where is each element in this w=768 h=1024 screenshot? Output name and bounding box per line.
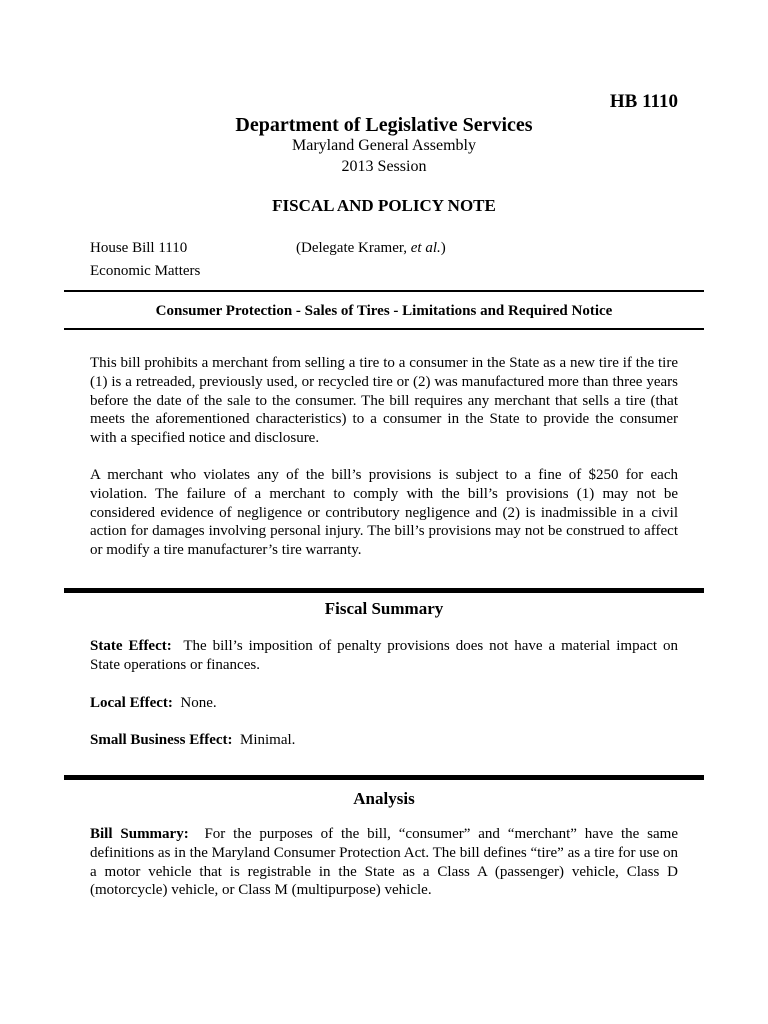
- bill-summary-label: Bill Summary:: [90, 826, 189, 842]
- note-type-heading: FISCAL AND POLICY NOTE: [272, 196, 496, 215]
- bill-title: Consumer Protection - Sales of Tires - Limitations and Required Notice: [155, 303, 613, 319]
- state-effect-label: State Effect:: [90, 638, 172, 654]
- fiscal-summary-heading: Fiscal Summary: [324, 599, 444, 618]
- section-rule-fiscal: [64, 588, 704, 593]
- assembly-name: Maryland General Assembly: [292, 137, 476, 154]
- intro-paragraph-2: A merchant who violates any of the bill’s provisions is subject to a fine of $250 for each violation. The failure of a merchant to comply with the bill’s provisions (1) may not be considered evidence of negligence or contributory negligence and (2) is inadmissible in a civil action for damages involving personal injury. The bill’s provisions may not be construed to affect or modify a tire manufacturer’s tire warranty.: [90, 467, 678, 559]
- intro-paragraph-1: This bill prohibits a merchant from selling a tire to a consumer in the State as a new tire if the tire (1) is a retreaded, previously used, or recycled tire or (2) was manufactured more than three years before the date of the sale to the consumer. The bill requires any merchant that sells a tire (that meets the aforementioned characteristics) to a consumer in the State to provide the consumer with a specified notice and disclosure.: [90, 355, 678, 447]
- state-effect-text: The bill’s imposition of penalty provisions does not have a material impact on State operations or finances.: [90, 638, 678, 673]
- sponsor-prefix: (Delegate Kramer,: [296, 240, 411, 256]
- session-name: 2013 Session: [341, 158, 427, 175]
- bill-summary-text: For the purposes of the bill, “consumer” and “merchant” have the same definitions as in the Maryland Consumer Protection Act. The bill defines “tire” as a tire for use on a motor vehicle that is registrable in the State as a Class A (passenger) vehicle, Class D (motorcycle) vehicle, or Class M (multipurpose) vehicle.: [90, 826, 679, 899]
- local-effect-text: None.: [180, 695, 217, 711]
- section-rule-analysis: [64, 775, 704, 780]
- small-business-label: Small Business Effect:: [90, 732, 233, 748]
- bill-summary: [90, 825, 678, 900]
- local-effect: [90, 694, 678, 713]
- small-business-text: Minimal.: [240, 732, 296, 748]
- sponsor-etal: et al.: [410, 240, 441, 256]
- department-title: Department of Legislative Services: [235, 114, 533, 136]
- analysis-heading: Analysis: [353, 789, 415, 808]
- divider-bottom: [64, 328, 704, 330]
- sponsor-suffix: ): [440, 240, 446, 256]
- state-effect: [90, 637, 678, 675]
- local-effect-label: Local Effect:: [90, 695, 173, 711]
- house-bill-label: House Bill 1110: [90, 240, 188, 256]
- bill-number: HB 1110: [609, 91, 678, 112]
- committee: Economic Matters: [90, 263, 201, 279]
- divider-top: [64, 290, 704, 292]
- sponsor: [296, 240, 446, 257]
- small-business-effect: [90, 731, 678, 750]
